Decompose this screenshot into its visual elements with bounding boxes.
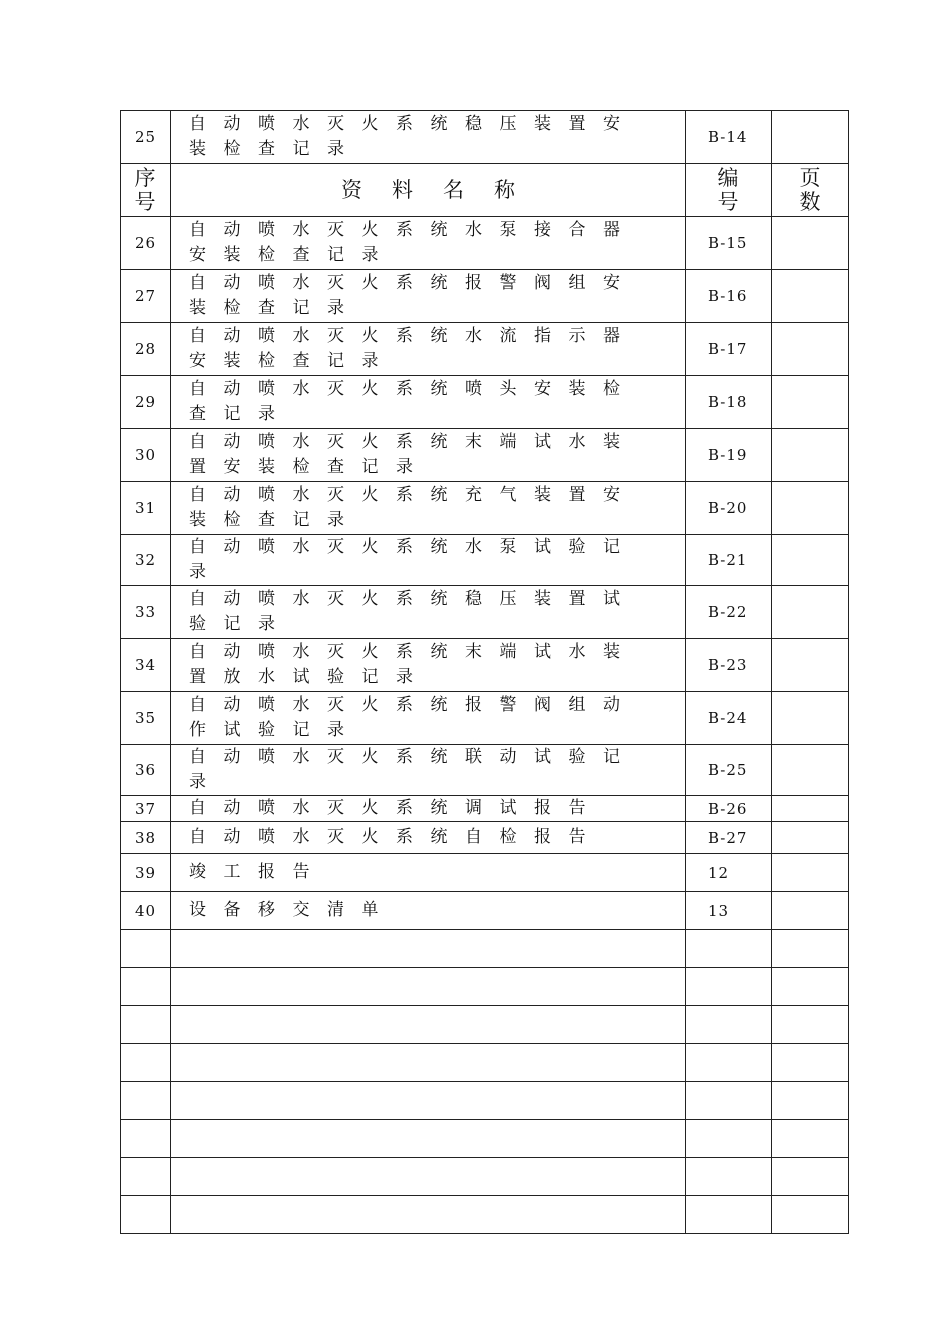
row-seq: 37	[121, 796, 171, 822]
row-page	[772, 1044, 849, 1082]
row-page	[772, 745, 849, 796]
row-code	[686, 1158, 772, 1196]
row-name	[171, 1044, 686, 1082]
row-seq	[121, 930, 171, 968]
row-code: 13	[686, 892, 772, 930]
table-row	[121, 482, 849, 535]
row-code: B-18	[686, 376, 772, 429]
row-name: 自动喷水灭火系统末端试水装置安装检查记录	[171, 429, 686, 482]
row-page	[772, 111, 849, 164]
row-code: B-14	[686, 111, 772, 164]
header-name: 资料名称	[171, 164, 686, 217]
row-seq: 39	[121, 854, 171, 892]
row-name: 自动喷水灭火系统喷头安装检查记录	[171, 376, 686, 429]
row-page	[772, 692, 849, 745]
table-row	[121, 1196, 849, 1234]
row-name: 自动喷水灭火系统末端试水装置放水试验记录	[171, 639, 686, 692]
row-seq	[121, 1006, 171, 1044]
row-name: 自动喷水灭火系统水泵试验记录	[171, 535, 686, 586]
row-seq: 25	[121, 111, 171, 164]
row-name	[171, 1158, 686, 1196]
row-code	[686, 930, 772, 968]
row-seq	[121, 1158, 171, 1196]
row-seq: 32	[121, 535, 171, 586]
table-body	[121, 217, 849, 1234]
row-seq: 31	[121, 482, 171, 535]
row-code: B-16	[686, 270, 772, 323]
row-code: B-20	[686, 482, 772, 535]
row-name: 自动喷水灭火系统水泵接合器安装检查记录	[171, 217, 686, 270]
row-page	[772, 586, 849, 639]
table-row	[121, 429, 849, 482]
row-seq: 34	[121, 639, 171, 692]
table-row	[121, 822, 849, 854]
row-name: 竣工报告	[171, 854, 686, 892]
row-page	[772, 535, 849, 586]
header-code: 编号	[686, 164, 772, 217]
row-page	[772, 854, 849, 892]
row-code: B-25	[686, 745, 772, 796]
row-code: B-15	[686, 217, 772, 270]
row-name: 自动喷水灭火系统联动试验记录	[171, 745, 686, 796]
row-page	[772, 482, 849, 535]
row-name: 设备移交清单	[171, 892, 686, 930]
row-seq	[121, 1120, 171, 1158]
row-seq: 36	[121, 745, 171, 796]
row-seq: 35	[121, 692, 171, 745]
row-page	[772, 1082, 849, 1120]
row-name	[171, 1082, 686, 1120]
table-row	[121, 270, 849, 323]
row-name: 自动喷水灭火系统稳压装置安装检查记录	[171, 111, 686, 164]
table-row	[121, 854, 849, 892]
row-page	[772, 968, 849, 1006]
table-row	[121, 892, 849, 930]
row-code: B-21	[686, 535, 772, 586]
row-name: 自动喷水灭火系统自检报告	[171, 822, 686, 854]
header-page: 页数	[772, 164, 849, 217]
row-name: 自动喷水灭火系统报警阀组安装检查记录	[171, 270, 686, 323]
row-code: B-26	[686, 796, 772, 822]
table-row	[121, 930, 849, 968]
row-seq: 28	[121, 323, 171, 376]
row-name: 自动喷水灭火系统调试报告	[171, 796, 686, 822]
table-row	[121, 968, 849, 1006]
row-name	[171, 930, 686, 968]
row-name: 自动喷水灭火系统报警阀组动作试验记录	[171, 692, 686, 745]
table-row	[121, 111, 849, 164]
row-name	[171, 1196, 686, 1234]
row-name	[171, 968, 686, 1006]
row-seq	[121, 1082, 171, 1120]
table-row	[121, 1120, 849, 1158]
header-seq: 序号	[121, 164, 171, 217]
row-code	[686, 1196, 772, 1234]
row-code	[686, 968, 772, 1006]
row-code	[686, 1120, 772, 1158]
row-page	[772, 796, 849, 822]
table-row	[121, 692, 849, 745]
row-code	[686, 1006, 772, 1044]
row-seq: 38	[121, 822, 171, 854]
row-name: 自动喷水灭火系统充气装置安装检查记录	[171, 482, 686, 535]
row-name	[171, 1120, 686, 1158]
row-seq: 30	[121, 429, 171, 482]
row-seq: 26	[121, 217, 171, 270]
table-row	[121, 1006, 849, 1044]
table-header-row	[121, 164, 849, 217]
row-page	[772, 639, 849, 692]
row-code: 12	[686, 854, 772, 892]
row-page	[772, 270, 849, 323]
row-code: B-27	[686, 822, 772, 854]
row-name: 自动喷水灭火系统水流指示器安装检查记录	[171, 323, 686, 376]
row-code: B-23	[686, 639, 772, 692]
row-seq: 29	[121, 376, 171, 429]
table-row	[121, 376, 849, 429]
row-code: B-22	[686, 586, 772, 639]
row-seq	[121, 968, 171, 1006]
row-seq	[121, 1044, 171, 1082]
row-code	[686, 1082, 772, 1120]
row-code: B-24	[686, 692, 772, 745]
table-row	[121, 323, 849, 376]
row-seq: 40	[121, 892, 171, 930]
table-row	[121, 745, 849, 796]
row-page	[772, 376, 849, 429]
row-seq: 33	[121, 586, 171, 639]
table-row	[121, 1044, 849, 1082]
table-row	[121, 1158, 849, 1196]
row-page	[772, 1120, 849, 1158]
row-code	[686, 1044, 772, 1082]
table-row	[121, 796, 849, 822]
row-page	[772, 429, 849, 482]
row-page	[772, 1158, 849, 1196]
row-seq: 27	[121, 270, 171, 323]
row-page	[772, 323, 849, 376]
table-row	[121, 535, 849, 586]
row-page	[772, 930, 849, 968]
row-name	[171, 1006, 686, 1044]
table-row	[121, 586, 849, 639]
row-page	[772, 822, 849, 854]
row-page	[772, 217, 849, 270]
row-page	[772, 1196, 849, 1234]
table-row	[121, 639, 849, 692]
row-page	[772, 892, 849, 930]
row-code: B-19	[686, 429, 772, 482]
table-row	[121, 217, 849, 270]
row-page	[772, 1006, 849, 1044]
document-index-table	[120, 110, 849, 1234]
row-seq	[121, 1196, 171, 1234]
row-code: B-17	[686, 323, 772, 376]
row-name: 自动喷水灭火系统稳压装置试验记录	[171, 586, 686, 639]
table-row	[121, 1082, 849, 1120]
